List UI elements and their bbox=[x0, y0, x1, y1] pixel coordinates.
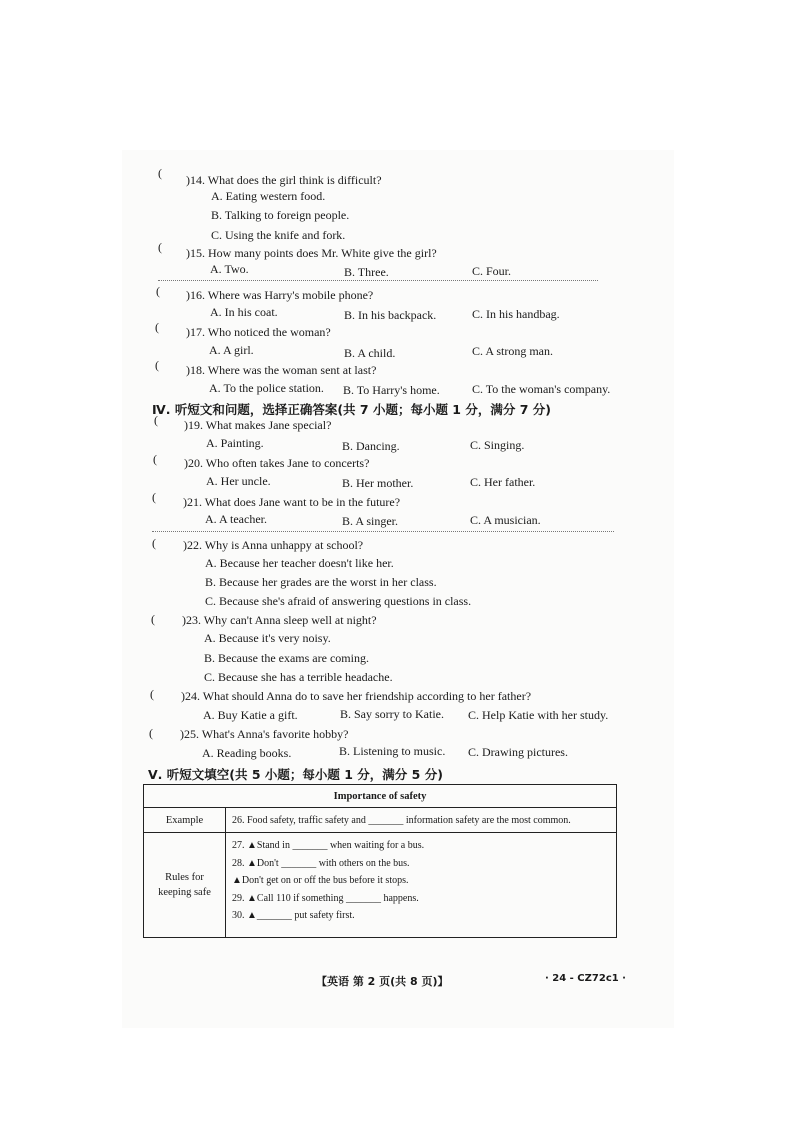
answer-paren-open: ( bbox=[154, 413, 158, 427]
answer-paren-open: ( bbox=[153, 452, 157, 466]
option-c: C. In his handbag. bbox=[472, 307, 560, 321]
dotted-divider bbox=[152, 531, 614, 532]
option-b: B. Three. bbox=[344, 265, 389, 279]
option-b: B. Say sorry to Katie. bbox=[340, 707, 444, 721]
option-b: B. Dancing. bbox=[342, 439, 400, 453]
option-c: C. Because she's afraid of answering questions in class. bbox=[205, 594, 472, 608]
option-b: B. To Harry's home. bbox=[343, 383, 440, 397]
question-number: )24. What should Anna do to save her friendship according to her father? bbox=[181, 689, 532, 703]
section-4-title: Ⅳ. 听短文和问题，选择正确答案(共 7 小题；每小题 1 分，满分 7 分) bbox=[152, 402, 551, 417]
example-text: 26. Food safety, traffic safety and _______ information safety are the most common. bbox=[226, 808, 617, 833]
answer-paren-open: ( bbox=[149, 726, 153, 740]
option-a: A. Because it's very noisy. bbox=[204, 631, 331, 645]
option-a: A. Her uncle. bbox=[206, 474, 271, 488]
question-number: )16. Where was Harry's mobile phone? bbox=[186, 288, 374, 302]
option-b: B. Because her grades are the worst in her class. bbox=[205, 575, 437, 589]
question-number: )15. How many points does Mr. White give the girl? bbox=[186, 246, 437, 260]
page-code: · 24 - CZ72c1 · bbox=[545, 973, 626, 984]
option-a: A. A girl. bbox=[209, 343, 254, 357]
answer-paren-open: ( bbox=[156, 284, 160, 298]
safety-table bbox=[143, 784, 617, 938]
answer-paren-open: ( bbox=[150, 687, 154, 701]
rules-list bbox=[226, 833, 617, 938]
question-number: )17. Who noticed the woman? bbox=[186, 325, 331, 339]
question-number: )19. What makes Jane special? bbox=[184, 418, 332, 432]
option-c: C. Using the knife and fork. bbox=[211, 228, 346, 242]
option-c: C. Drawing pictures. bbox=[468, 745, 568, 759]
option-c: C. To the woman's company. bbox=[472, 382, 611, 396]
option-c: C. A strong man. bbox=[472, 344, 554, 358]
option-a: A. Painting. bbox=[206, 436, 264, 450]
dotted-divider bbox=[158, 280, 598, 281]
rules-label-line1: Rules for bbox=[165, 872, 204, 883]
question-number: )20. Who often takes Jane to concerts? bbox=[184, 456, 370, 470]
question-number: )23. Why can't Anna sleep well at night? bbox=[182, 613, 377, 627]
option-c: C. Her father. bbox=[470, 475, 536, 489]
option-b: B. A child. bbox=[344, 346, 396, 360]
rules-label bbox=[144, 833, 226, 938]
option-b: B. Her mother. bbox=[342, 476, 414, 490]
section-5-title: Ⅴ. 听短文填空(共 5 小题；每小题 1 分，满分 5 分) bbox=[148, 767, 443, 782]
table-title: Importance of safety bbox=[144, 785, 617, 808]
rules-label-line2: keeping safe bbox=[158, 887, 211, 898]
option-a: A. Eating western food. bbox=[211, 189, 326, 203]
answer-paren-open: ( bbox=[152, 536, 156, 550]
answer-paren-open: ( bbox=[158, 240, 162, 254]
option-a: A. Two. bbox=[210, 262, 249, 276]
question-number: )21. What does Jane want to be in the future? bbox=[183, 495, 401, 509]
option-b: B. Listening to music. bbox=[339, 744, 446, 758]
option-b: B. In his backpack. bbox=[344, 308, 437, 322]
option-c: C. A musician. bbox=[470, 513, 541, 527]
answer-paren-open: ( bbox=[151, 612, 155, 626]
option-a: A. Because her teacher doesn't like her. bbox=[205, 556, 394, 570]
answer-paren-open: ( bbox=[155, 358, 159, 372]
rule-27: 27. ▲Stand in _______ when waiting for a bus. bbox=[232, 840, 425, 851]
option-c: C. Four. bbox=[472, 264, 512, 278]
option-b: B. Because the exams are coming. bbox=[204, 651, 369, 665]
option-a: A. In his coat. bbox=[210, 305, 278, 319]
option-b: B. A singer. bbox=[342, 514, 399, 528]
option-c: C. Because she has a terrible headache. bbox=[204, 670, 393, 684]
page-footer: 【英语 第 2 页(共 8 页)】 bbox=[316, 975, 449, 988]
question-number: )14. What does the girl think is difficult? bbox=[186, 173, 382, 187]
option-b: B. Talking to foreign people. bbox=[211, 208, 350, 222]
rule-28: 28. ▲Don't _______ with others on the bus. bbox=[232, 857, 410, 869]
option-a: A. Buy Katie a gift. bbox=[203, 708, 298, 722]
option-c: C. Singing. bbox=[470, 438, 525, 452]
answer-paren-open: ( bbox=[152, 490, 156, 504]
answer-paren-open: ( bbox=[158, 166, 162, 180]
option-c: C. Help Katie with her study. bbox=[468, 708, 609, 722]
question-number: )25. What's Anna's favorite hobby? bbox=[180, 727, 349, 741]
option-a: A. To the police station. bbox=[209, 381, 324, 395]
option-a: A. Reading books. bbox=[202, 746, 292, 760]
example-label: Example bbox=[144, 808, 226, 833]
rule-29: 29. ▲Call 110 if something _______ happens. bbox=[232, 892, 419, 904]
answer-paren-open: ( bbox=[155, 320, 159, 334]
question-number: )18. Where was the woman sent at last? bbox=[186, 363, 377, 377]
rule-30: 30. ▲_______ put safety first. bbox=[232, 910, 355, 921]
option-a: A. A teacher. bbox=[205, 512, 267, 526]
question-number: )22. Why is Anna unhappy at school? bbox=[183, 538, 364, 552]
rule-extra: ▲Don't get on or off the bus before it stops. bbox=[232, 875, 409, 886]
